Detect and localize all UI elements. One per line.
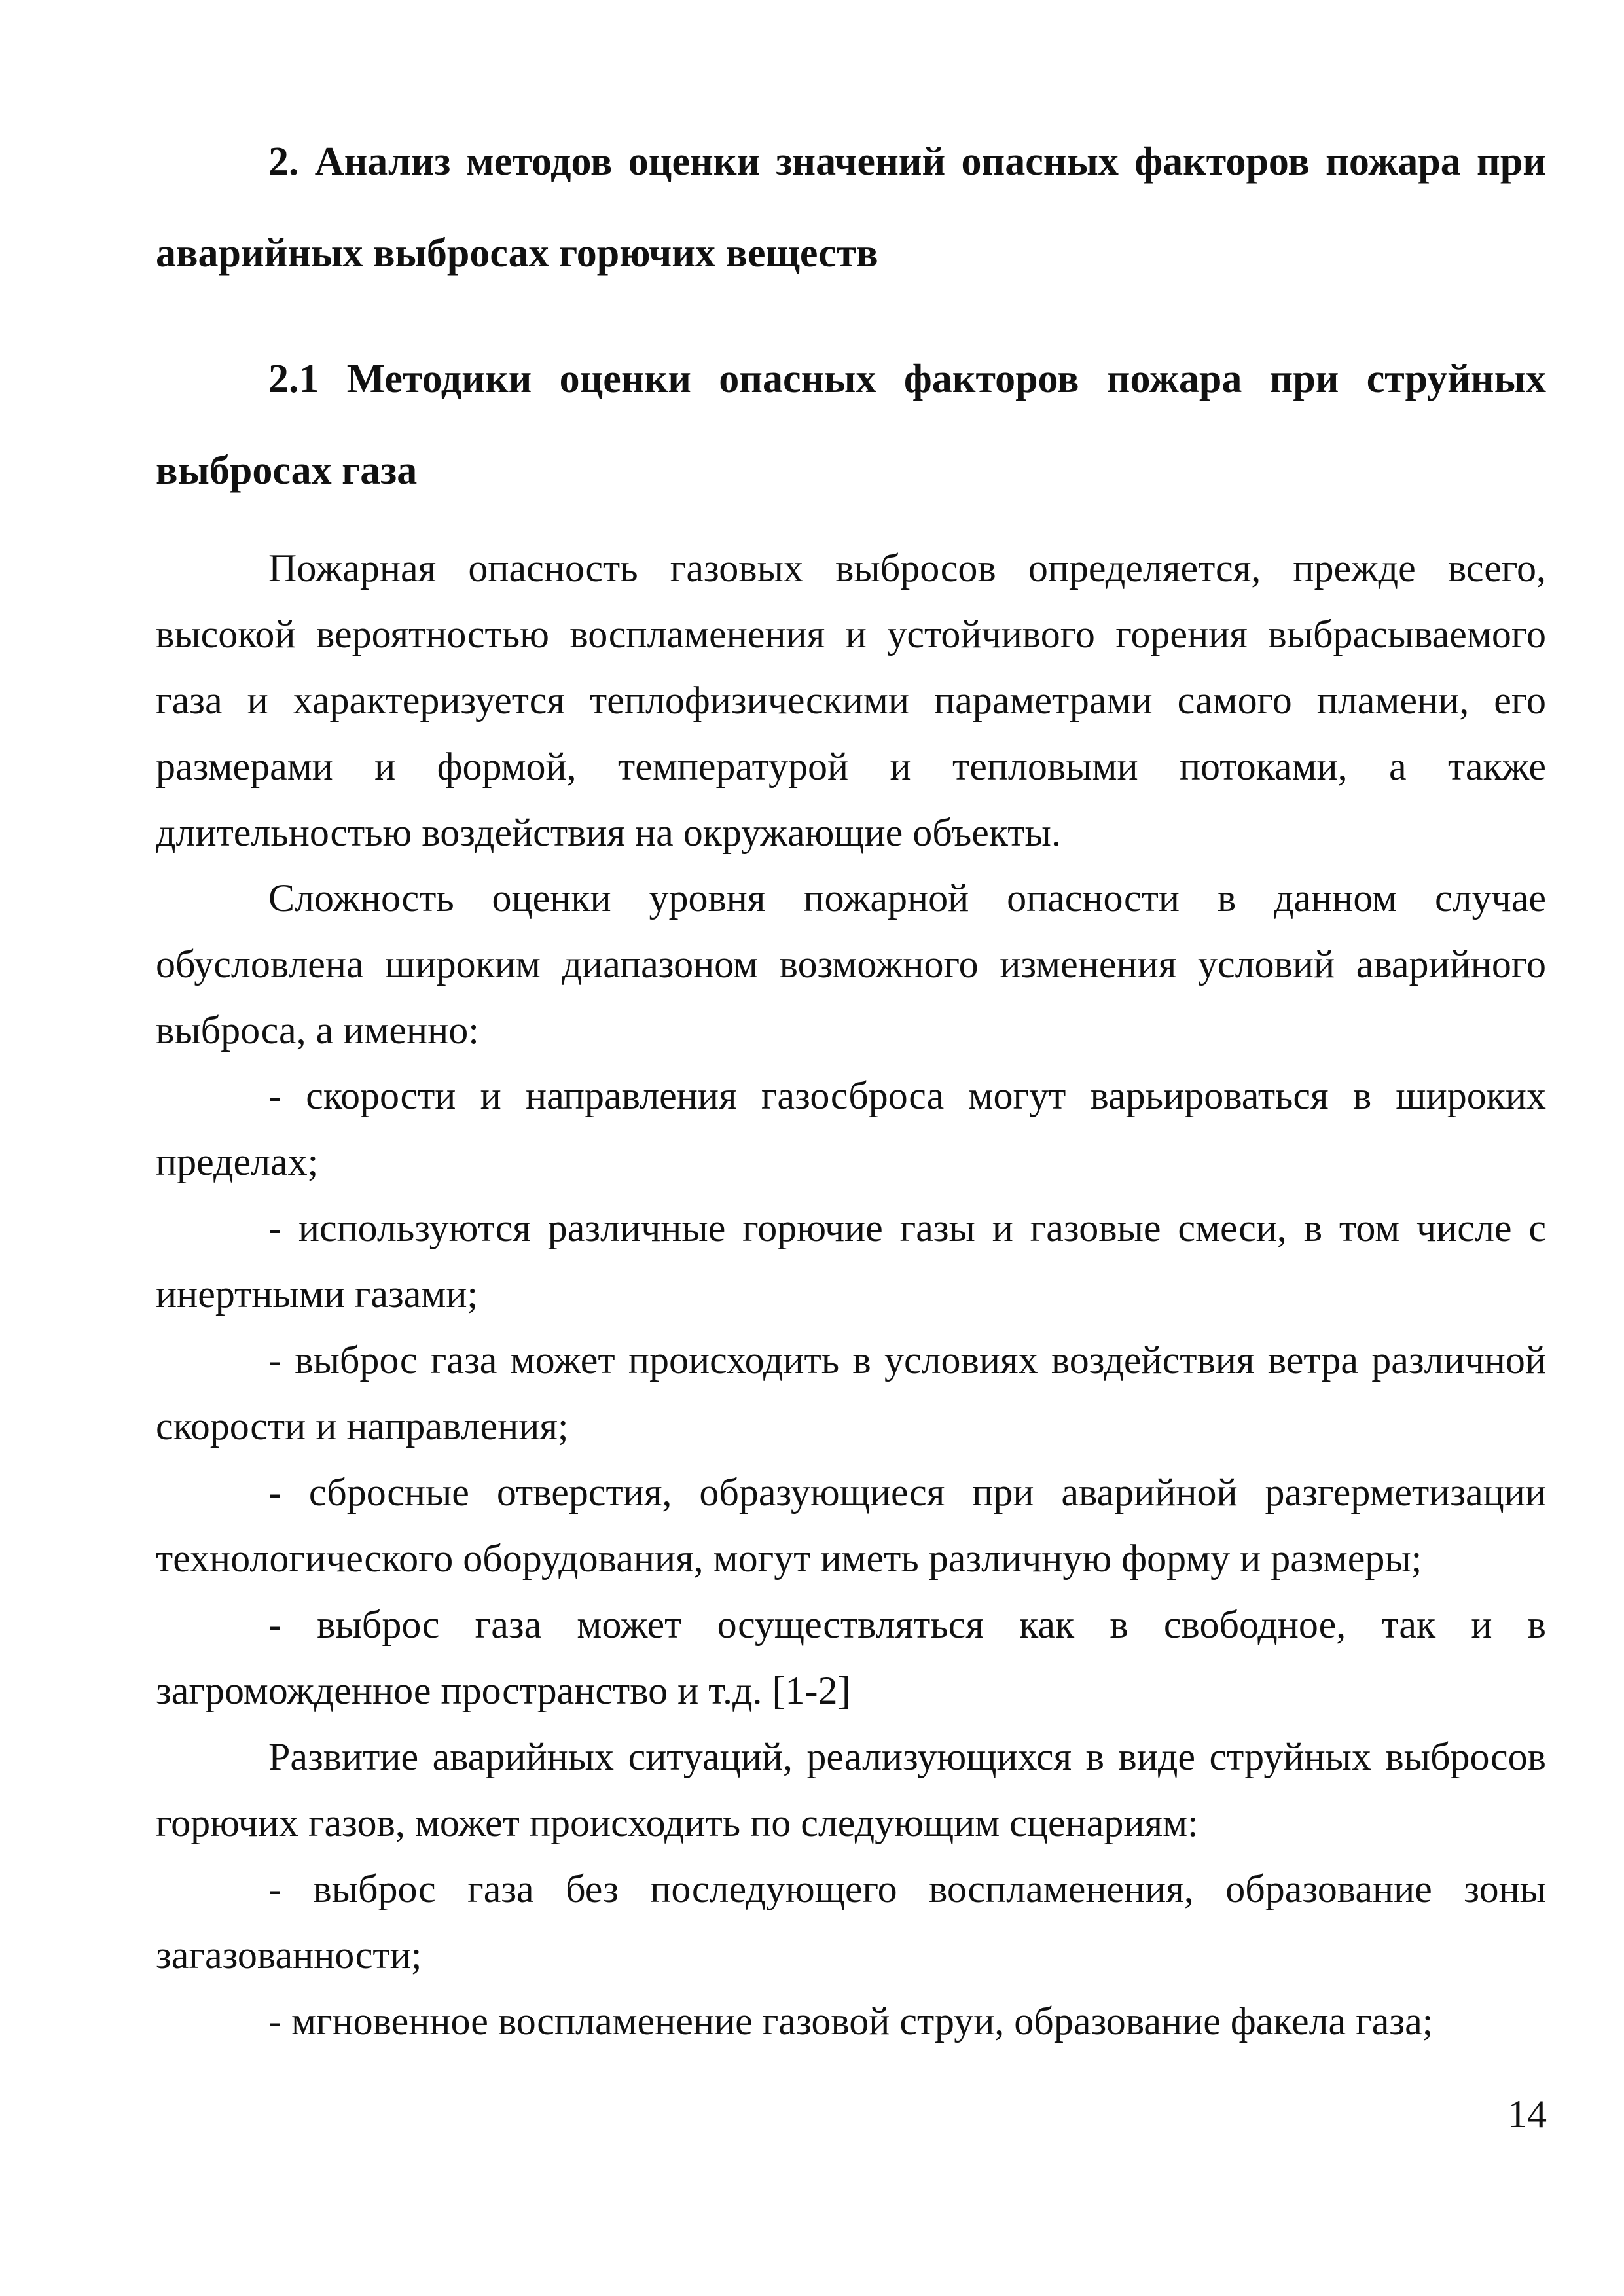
- page-number: 14: [1507, 2092, 1547, 2136]
- paragraph-3: Развитие аварийных ситуаций, реализующихся в виде струйных выбросов горючих газов, может происходить по следующим сценариям:: [156, 1735, 1546, 1844]
- paragraph-1: Пожарная опасность газовых выбросов определяется, прежде всего, высокой вероятностью воспламенения и устойчивого горения выбрасываемого газа и характеризуется теплофизическими параметрами самого пламени, его размерами и формой, температурой и тепловыми потоками, а также длительностью воздействия на окружающие объекты.: [156, 547, 1546, 854]
- chapter-heading: 2. Анализ методов оценки значений опасных факторов пожара при аварийных выбросах горючих веществ: [156, 139, 1546, 276]
- list-item-3: - выброс газа может происходить в условиях воздействия ветра различной скорости и направления;: [156, 1338, 1546, 1448]
- list-item-7: - мгновенное воспламенение газовой струи, образование факела газа;: [268, 2000, 1434, 2043]
- list-item-1: - скорости и направления газосброса могут варьироваться в широких пределах;: [156, 1074, 1546, 1183]
- list-item-5: - выброс газа может осуществляться как в свободное, так и в загроможденное пространство и т.д. [1-2]: [156, 1603, 1546, 1712]
- list-item-4: - сбросные отверстия, образующиеся при аварийной разгерметизации технологического оборудования, могут иметь различную форму и размеры;: [156, 1471, 1546, 1580]
- list-item-2: - используются различные горючие газы и газовые смеси, в том числе с инертными газами;: [156, 1206, 1546, 1316]
- paragraph-2: Сложность оценки уровня пожарной опасности в данном случае обусловлена широким диапазоном возможного изменения условий аварийного выброса, а именно:: [156, 876, 1546, 1052]
- section-heading: 2.1 Методики оценки опасных факторов пожара при струйных выбросах газа: [156, 357, 1546, 493]
- list-item-6: - выброс газа без последующего воспламенения, образование зоны загазованности;: [156, 1867, 1546, 1977]
